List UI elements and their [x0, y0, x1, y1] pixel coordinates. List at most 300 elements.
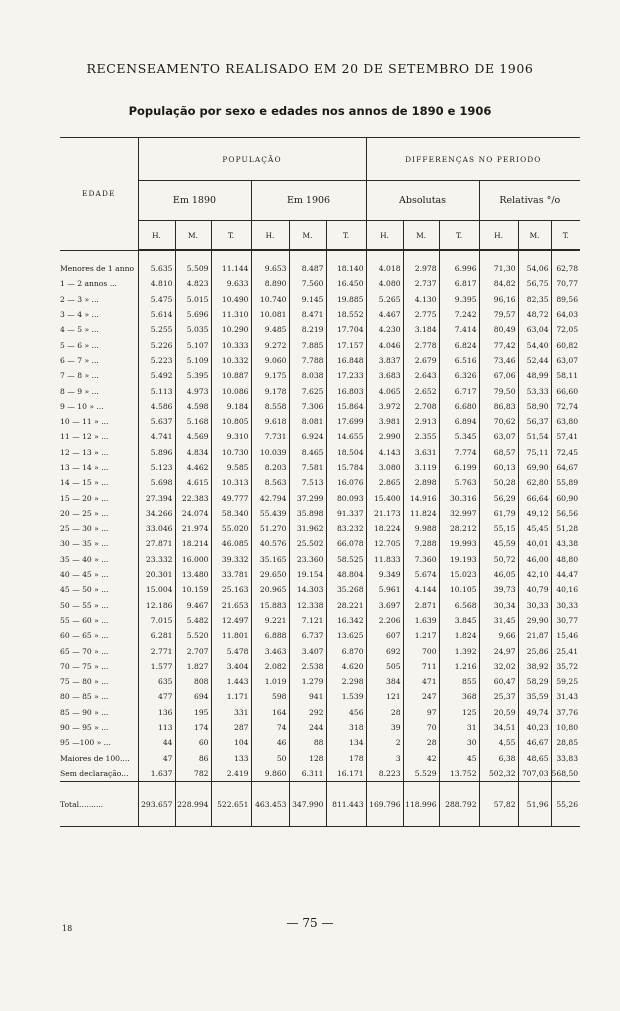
cell: 23.332	[138, 552, 175, 567]
cell: 4.810	[138, 276, 175, 291]
cell: 10.740	[251, 292, 289, 307]
cell: 4.143	[366, 445, 403, 460]
row-label: 2 — 3 » ...	[60, 294, 99, 304]
cell: 9.310	[211, 429, 251, 444]
cell: 9.860	[251, 766, 289, 782]
cell: 169.796	[366, 782, 403, 827]
cell: 34,51	[479, 720, 518, 735]
cell: 3.080	[366, 460, 403, 475]
row-label: 95 —100 » ...	[60, 738, 111, 748]
cell: 174	[175, 720, 211, 735]
cell: 40,79	[518, 582, 551, 597]
table-row	[60, 322, 580, 337]
cell: 46,67	[518, 735, 551, 750]
table-row	[60, 276, 580, 291]
row-label: 70 — 75 » ...	[60, 661, 109, 671]
cell: 30,33	[551, 598, 580, 613]
cell: 51,96	[518, 782, 551, 827]
cell: 505	[366, 659, 403, 674]
cell: 37.299	[289, 490, 326, 505]
cell: 1.217	[403, 628, 439, 643]
cell: 69,90	[518, 460, 551, 475]
cell: 2.778	[403, 337, 439, 352]
cell: 13.752	[439, 766, 479, 782]
cell: 8.487	[289, 261, 326, 276]
cell: 35,72	[551, 659, 580, 674]
cell: 6.888	[251, 628, 289, 643]
cell: 247	[403, 689, 439, 704]
cell: 1.443	[211, 674, 251, 689]
cell: 2.206	[366, 613, 403, 628]
cell: 63,07	[551, 353, 580, 368]
cell: 9,66	[479, 628, 518, 643]
cell: 25,37	[479, 689, 518, 704]
cell: 4.065	[366, 383, 403, 398]
cell: 12.705	[366, 536, 403, 551]
cell: 30.316	[439, 490, 479, 505]
cell: 4.973	[175, 383, 211, 398]
table-row	[60, 720, 580, 735]
cell: 136	[138, 705, 175, 720]
cell: 4.615	[175, 475, 211, 490]
cell: 502,32	[479, 766, 518, 782]
cell: 71,30	[479, 261, 518, 276]
cell: 288.792	[439, 782, 479, 827]
cell: 456	[326, 705, 366, 720]
cell: 35.268	[326, 582, 366, 597]
cell: 56,56	[551, 506, 580, 521]
cell: 27.871	[138, 536, 175, 551]
cell: 66,64	[518, 490, 551, 505]
cell: 91.337	[326, 506, 366, 521]
col-t-rel: T.	[551, 221, 580, 251]
cell: 2.538	[289, 659, 326, 674]
cell: 700	[403, 643, 439, 658]
cell: 5.123	[138, 460, 175, 475]
cell: 5.674	[403, 567, 439, 582]
cell: 5.395	[175, 368, 211, 383]
row-label: 10 — 11 » ...	[60, 417, 109, 427]
cell: 195	[175, 705, 211, 720]
cell: 82,35	[518, 292, 551, 307]
cell: 20,59	[479, 705, 518, 720]
cell: 55.439	[251, 506, 289, 521]
cell: 2.708	[403, 399, 439, 414]
cell: 80.093	[326, 490, 366, 505]
cell: 9.988	[403, 521, 439, 536]
col-h-1906: H.	[251, 221, 289, 251]
cell: 5.345	[439, 429, 479, 444]
cell: 855	[439, 674, 479, 689]
cell: 5.961	[366, 582, 403, 597]
cell: 50,72	[479, 552, 518, 567]
cell: 31,45	[479, 613, 518, 628]
cell: 84,82	[479, 276, 518, 291]
cell: 7.788	[289, 353, 326, 368]
cell: 5.223	[138, 353, 175, 368]
row-label: Sem declaração...	[60, 768, 129, 778]
cell: 54,40	[518, 337, 551, 352]
cell: 48.804	[326, 567, 366, 582]
cell: 15,46	[551, 628, 580, 643]
cell: 29.650	[251, 567, 289, 582]
cell: 38,92	[518, 659, 551, 674]
cell: 61,79	[479, 506, 518, 521]
table-row	[60, 567, 580, 582]
cell: 16.803	[326, 383, 366, 398]
cell: 9.467	[175, 598, 211, 613]
cell: 1.539	[326, 689, 366, 704]
cell: 1.827	[175, 659, 211, 674]
cell: 18.214	[175, 536, 211, 551]
cell: 9.145	[289, 292, 326, 307]
cell: 2.652	[403, 383, 439, 398]
cell: 11.144	[211, 261, 251, 276]
table-row	[60, 307, 580, 322]
cell: 11.833	[366, 552, 403, 567]
cell: 58.340	[211, 506, 251, 521]
table-row	[60, 414, 580, 429]
cell: 4.144	[403, 582, 439, 597]
cell: 3.463	[251, 643, 289, 658]
row-label: Total..........	[60, 782, 138, 827]
cell: 62,80	[518, 475, 551, 490]
table-row	[60, 659, 580, 674]
cell: 10.332	[211, 353, 251, 368]
cell: 8.465	[289, 445, 326, 460]
cell: 782	[175, 766, 211, 782]
cell: 1.279	[289, 674, 326, 689]
cell: 33.781	[211, 567, 251, 582]
cell: 8.219	[289, 322, 326, 337]
cell: 9.585	[211, 460, 251, 475]
cell: 20.301	[138, 567, 175, 582]
cell: 15.400	[366, 490, 403, 505]
cell: 28,85	[551, 735, 580, 750]
cell: 7.513	[289, 475, 326, 490]
cell: 347.990	[289, 782, 326, 827]
cell: 17.233	[326, 368, 366, 383]
cell: 10.290	[211, 322, 251, 337]
cell: 2.082	[251, 659, 289, 674]
cell: 48,99	[518, 368, 551, 383]
row-label: 8 — 9 » ...	[60, 386, 99, 396]
cell: 707,03	[518, 766, 551, 782]
cell: 60,82	[551, 337, 580, 352]
cell: 58,29	[518, 674, 551, 689]
cell: 42.794	[251, 490, 289, 505]
cell: 104	[211, 735, 251, 750]
cell: 5.492	[138, 368, 175, 383]
cell: 21.974	[175, 521, 211, 536]
cell: 58.525	[326, 552, 366, 567]
cell: 4.569	[175, 429, 211, 444]
cell: 21.173	[366, 506, 403, 521]
cell: 18.224	[366, 521, 403, 536]
cell: 711	[403, 659, 439, 674]
cell: 25.163	[211, 582, 251, 597]
cell: 11.824	[403, 506, 439, 521]
cell: 13.480	[175, 567, 211, 582]
cell: 32.997	[439, 506, 479, 521]
cell: 5.015	[175, 292, 211, 307]
cell: 12.497	[211, 613, 251, 628]
cell: 86	[175, 751, 211, 766]
cell: 47	[138, 751, 175, 766]
cell: 28.212	[439, 521, 479, 536]
cell: 77,42	[479, 337, 518, 352]
cell: 83.232	[326, 521, 366, 536]
cell: 10.333	[211, 337, 251, 352]
cell: 66.078	[326, 536, 366, 551]
cell: 7.015	[138, 613, 175, 628]
diferencas-header: DIFFERENÇAS NO PERIODO	[366, 138, 580, 181]
cell: 5.520	[175, 628, 211, 643]
table-row	[60, 598, 580, 613]
cell: 50	[251, 751, 289, 766]
cell: 4.467	[366, 307, 403, 322]
cell: 808	[175, 674, 211, 689]
cell: 64,03	[551, 307, 580, 322]
cell: 15.023	[439, 567, 479, 582]
cell: 60	[175, 735, 211, 750]
cell: 5.255	[138, 322, 175, 337]
cell: 67,06	[479, 368, 518, 383]
cell: 15.864	[326, 399, 366, 414]
cell: 2.737	[403, 276, 439, 291]
cell: 7.242	[439, 307, 479, 322]
col-h-rel: H.	[479, 221, 518, 251]
row-label: 50 — 55 » ...	[60, 600, 109, 610]
cell: 30,77	[551, 613, 580, 628]
cell: 2.771	[138, 643, 175, 658]
cell: 70,77	[551, 276, 580, 291]
cell: 31,43	[551, 689, 580, 704]
cell: 9.485	[251, 322, 289, 337]
cell: 35.165	[251, 552, 289, 567]
row-label: 75 — 80 » ...	[60, 677, 109, 687]
cell: 28.221	[326, 598, 366, 613]
cell: 244	[289, 720, 326, 735]
cell: 384	[366, 674, 403, 689]
cell: 2	[366, 735, 403, 750]
cell: 30,34	[479, 598, 518, 613]
cell: 5.637	[138, 414, 175, 429]
cell: 6.824	[439, 337, 479, 352]
cell: 51,54	[518, 429, 551, 444]
cell: 5.509	[175, 261, 211, 276]
col-m-1890: M.	[175, 221, 211, 251]
cell: 5.168	[175, 414, 211, 429]
cell: 8.563	[251, 475, 289, 490]
col-h-abs: H.	[366, 221, 403, 251]
table-row	[60, 674, 580, 689]
cell: 635	[138, 674, 175, 689]
cell: 12.338	[289, 598, 326, 613]
cell: 164	[251, 705, 289, 720]
cell: 14.916	[403, 490, 439, 505]
cell: 96,16	[479, 292, 518, 307]
table-title: População por sexo e edades nos annos de 1890 e 1906	[128, 104, 492, 118]
cell: 5.113	[138, 383, 175, 398]
table-row	[60, 521, 580, 536]
cell: 59,25	[551, 674, 580, 689]
cell: 8.890	[251, 276, 289, 291]
cell: 598	[251, 689, 289, 704]
cell: 34.266	[138, 506, 175, 521]
cell: 39,73	[479, 582, 518, 597]
cell: 10.086	[211, 383, 251, 398]
total-row	[60, 782, 580, 827]
cell: 89,56	[551, 292, 580, 307]
table-row	[60, 353, 580, 368]
cell: 4.130	[403, 292, 439, 307]
cell: 51,28	[551, 521, 580, 536]
cell: 4.823	[175, 276, 211, 291]
cell: 10,80	[551, 720, 580, 735]
cell: 228.994	[175, 782, 211, 827]
cell: 60,90	[551, 490, 580, 505]
cell: 15.004	[138, 582, 175, 597]
absolutas-header: Absolutas	[366, 181, 479, 221]
cell: 45,59	[479, 536, 518, 551]
cell: 2.990	[366, 429, 403, 444]
cell: 8.203	[251, 460, 289, 475]
row-label: 55 — 60 » ...	[60, 615, 109, 625]
row-label: 30 — 35 » ...	[60, 539, 109, 549]
cell: 45,45	[518, 521, 551, 536]
cell: 9.184	[211, 399, 251, 414]
spacer-row	[60, 250, 580, 261]
cell: 55,15	[479, 521, 518, 536]
cell: 5.482	[175, 613, 211, 628]
cell: 5.265	[366, 292, 403, 307]
row-label: Menores de 1 anno	[60, 264, 135, 274]
cell: 2.913	[403, 414, 439, 429]
cell: 10.490	[211, 292, 251, 307]
table-body	[60, 261, 580, 782]
cell: 6.870	[326, 643, 366, 658]
cell: 331	[211, 705, 251, 720]
cell: 7.560	[289, 276, 326, 291]
cell: 88	[289, 735, 326, 750]
cell: 4.080	[366, 276, 403, 291]
cell: 7.625	[289, 383, 326, 398]
row-label: 11 — 12 » ...	[60, 432, 109, 442]
cell: 522.651	[211, 782, 251, 827]
cell: 9.633	[211, 276, 251, 291]
cell: 64,67	[551, 460, 580, 475]
cell: 46	[251, 735, 289, 750]
em1906-header: Em 1906	[251, 181, 366, 221]
cell: 44	[138, 735, 175, 750]
cell: 49,12	[518, 506, 551, 521]
cell: 5.763	[439, 475, 479, 490]
table-row	[60, 368, 580, 383]
cell: 5.696	[175, 307, 211, 322]
cell: 33.046	[138, 521, 175, 536]
cell: 5.226	[138, 337, 175, 352]
cell: 2.355	[403, 429, 439, 444]
cell: 5.035	[175, 322, 211, 337]
cell: 10.805	[211, 414, 251, 429]
cell: 8.558	[251, 399, 289, 414]
cell: 7.306	[289, 399, 326, 414]
col-m-abs: M.	[403, 221, 439, 251]
cell: 30	[439, 735, 479, 750]
signature-mark: 18	[62, 924, 73, 933]
cell: 3.697	[366, 598, 403, 613]
table-row	[60, 613, 580, 628]
col-m-1906: M.	[289, 221, 326, 251]
row-label: 6 — 7 » ...	[60, 355, 99, 365]
cell: 15.883	[251, 598, 289, 613]
cell: 2.707	[175, 643, 211, 658]
cell: 7.885	[289, 337, 326, 352]
cell: 35,59	[518, 689, 551, 704]
cell: 66,60	[551, 383, 580, 398]
cell: 29,90	[518, 613, 551, 628]
relativas-header: Relativas °/o	[479, 181, 580, 221]
running-head: RECENSEAMENTO REALISADO EM 20 DE SETEMBRO DE 1906	[86, 61, 534, 76]
col-h-1890: H.	[138, 221, 175, 251]
table-row	[60, 490, 580, 505]
row-label: 25 — 30 » ...	[60, 524, 109, 534]
cell: 49.777	[211, 490, 251, 505]
cell: 3.404	[211, 659, 251, 674]
cell: 54,06	[518, 261, 551, 276]
cell: 471	[403, 674, 439, 689]
cell: 6.996	[439, 261, 479, 276]
cell: 3.631	[403, 445, 439, 460]
cell: 7.288	[403, 536, 439, 551]
cell: 63,80	[551, 414, 580, 429]
cell: 1.637	[138, 766, 175, 782]
cell: 16.076	[326, 475, 366, 490]
cell: 72,45	[551, 445, 580, 460]
cell: 4.230	[366, 322, 403, 337]
cell: 46.085	[211, 536, 251, 551]
cell: 5.635	[138, 261, 175, 276]
cell: 17.699	[326, 414, 366, 429]
cell: 7.731	[251, 429, 289, 444]
cell: 62,78	[551, 261, 580, 276]
cell: 58,90	[518, 399, 551, 414]
cell: 6.924	[289, 429, 326, 444]
col-t-1906: T.	[326, 221, 366, 251]
cell: 25,86	[518, 643, 551, 658]
cell: 8.471	[289, 307, 326, 322]
cell: 39	[366, 720, 403, 735]
cell: 6.680	[439, 399, 479, 414]
cell: 2.871	[403, 598, 439, 613]
row-label: 20 — 25 » ...	[60, 508, 109, 518]
cell: 2.679	[403, 353, 439, 368]
col-t-abs: T.	[439, 221, 479, 251]
cell: 14.303	[289, 582, 326, 597]
cell: 318	[326, 720, 366, 735]
cell: 1.577	[138, 659, 175, 674]
cell: 10.105	[439, 582, 479, 597]
row-label: 3 — 4 » ...	[60, 310, 99, 320]
table-row	[60, 460, 580, 475]
populacao-header: POPULAÇÃO	[138, 138, 366, 181]
cell: 31.962	[289, 521, 326, 536]
cell: 80,49	[479, 322, 518, 337]
cell: 5.698	[138, 475, 175, 490]
table-row	[60, 582, 580, 597]
cell: 58,11	[551, 368, 580, 383]
